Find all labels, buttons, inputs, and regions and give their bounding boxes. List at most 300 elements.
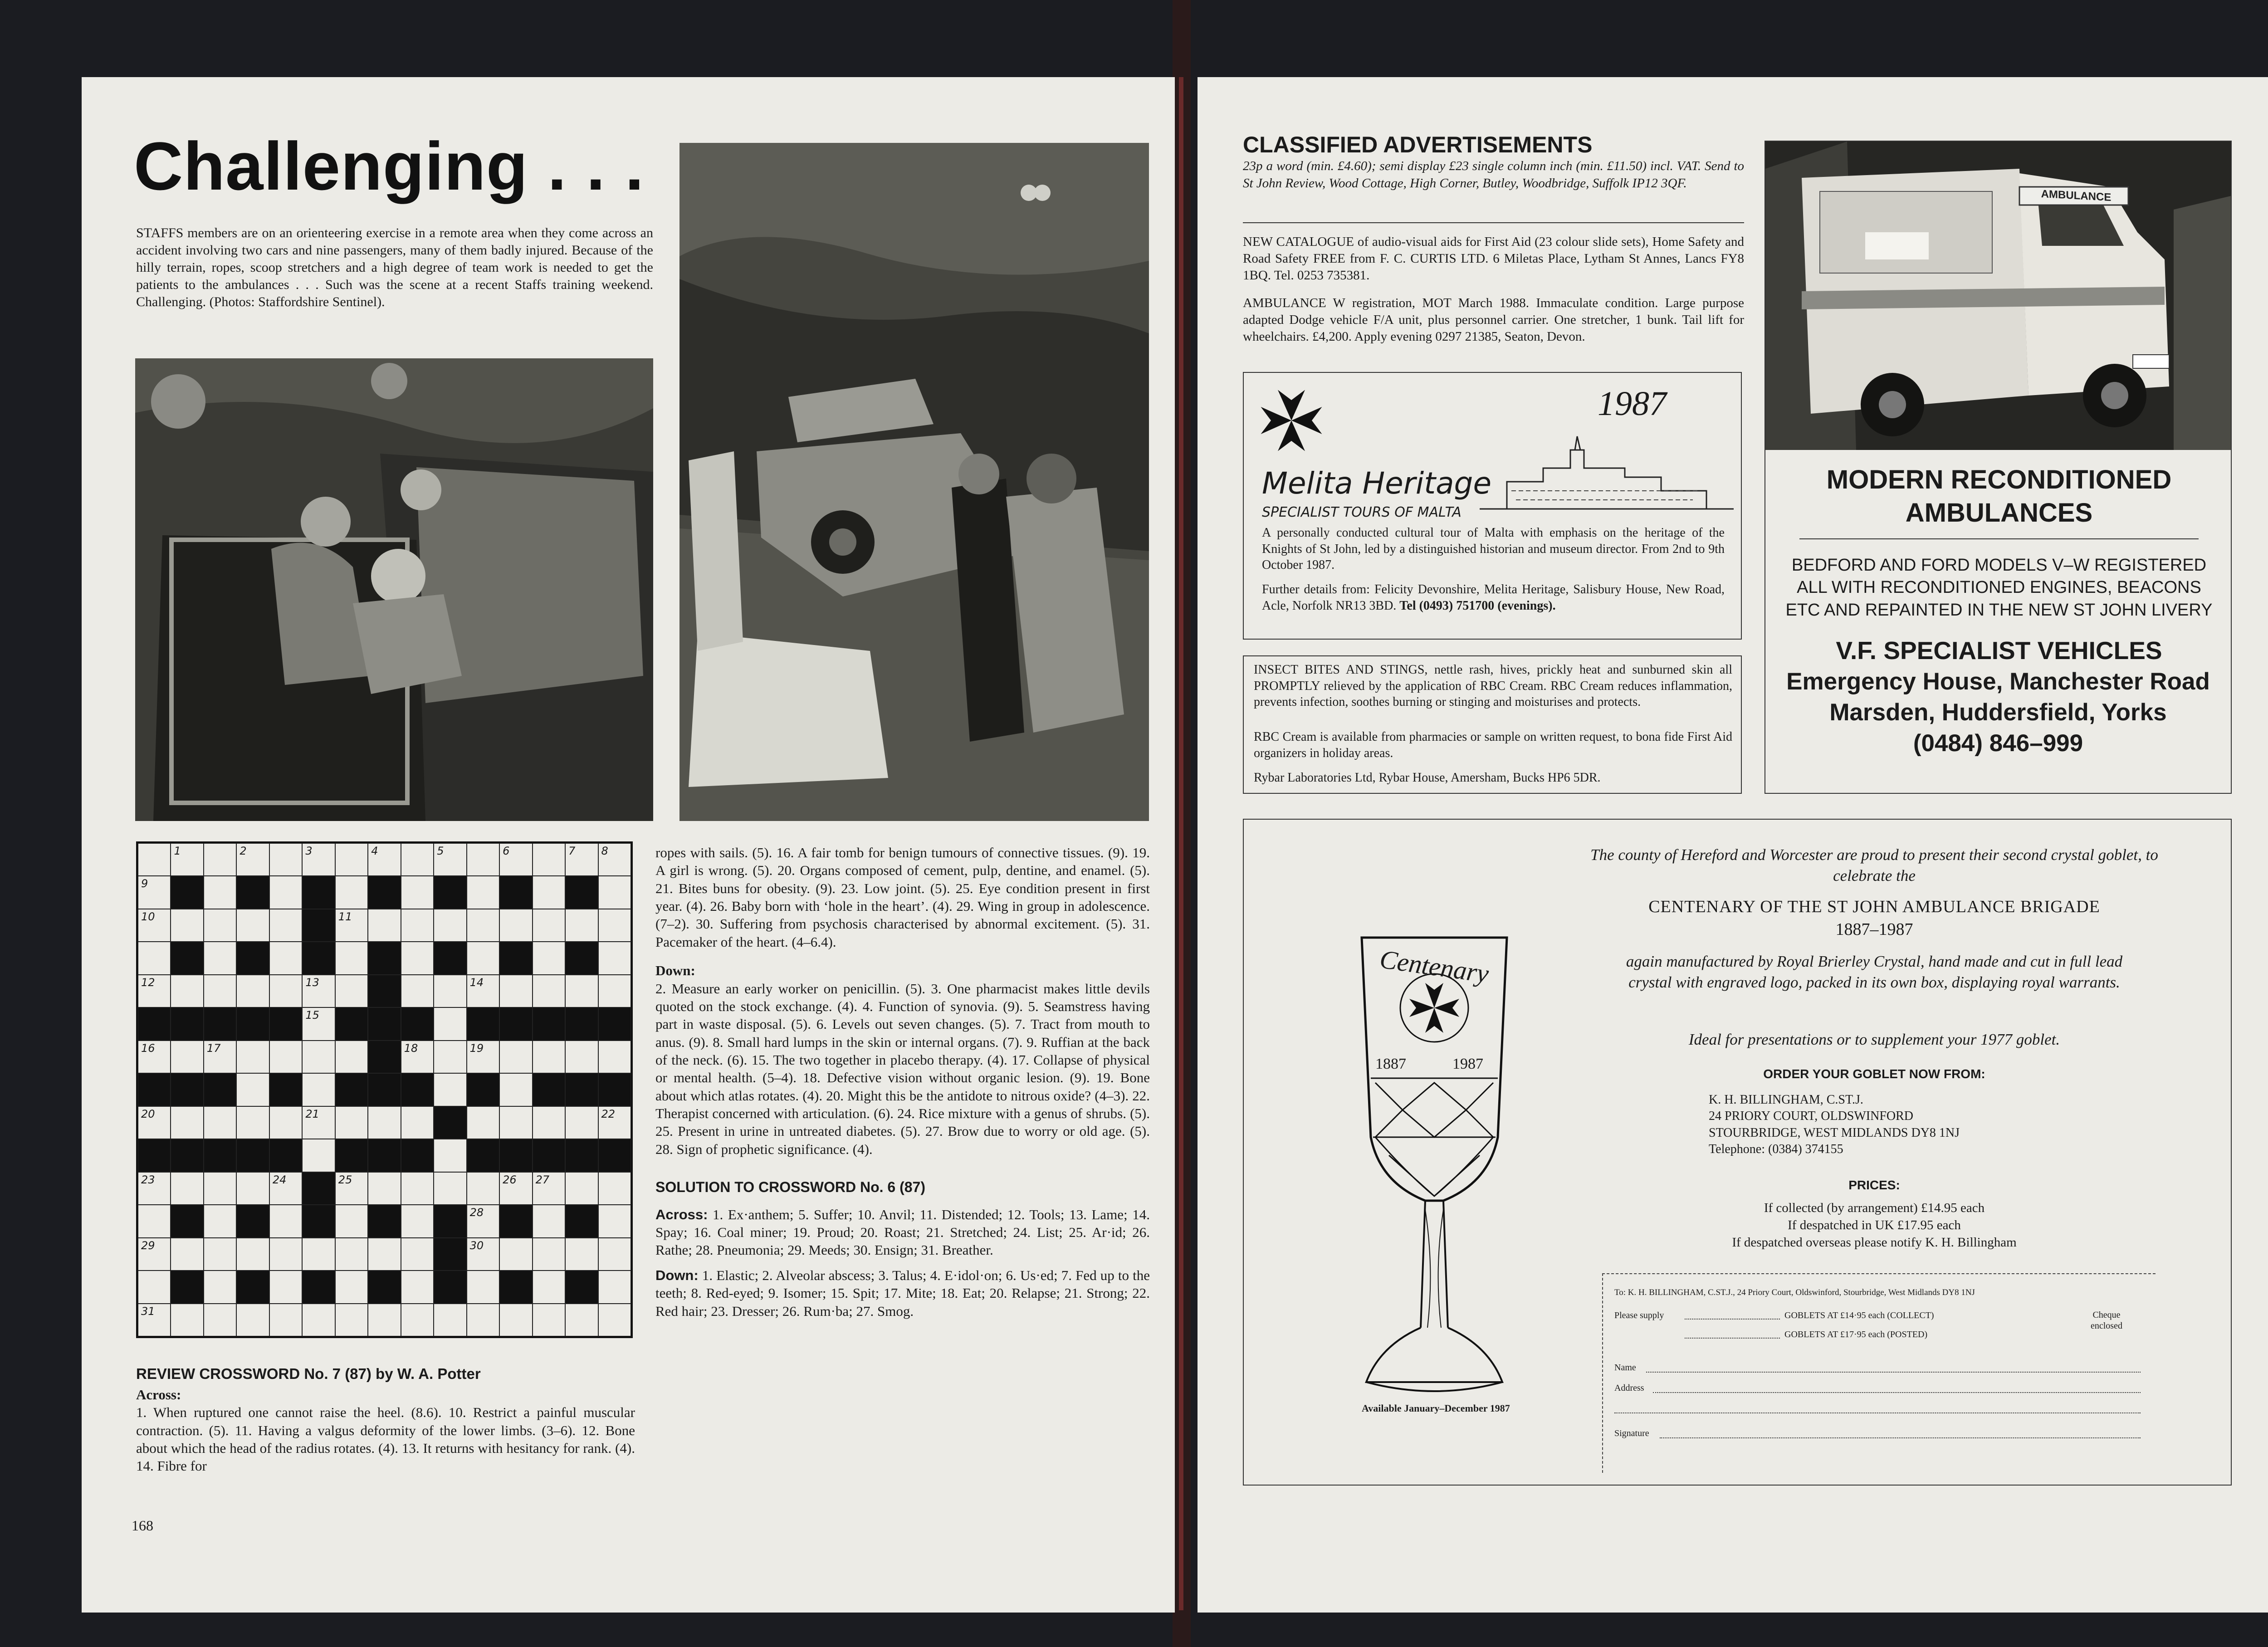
crossword-cell[interactable] [138, 975, 171, 1007]
order-form [1602, 1273, 2156, 1473]
form-name-field[interactable] [1646, 1372, 2141, 1373]
crossword-cell[interactable] [335, 1041, 368, 1073]
crossword-cell[interactable] [434, 1007, 466, 1040]
crossword-cell[interactable] [368, 1172, 401, 1205]
goblet-engraving-right: 1987 [1452, 1056, 1483, 1072]
crossword-block [302, 909, 335, 942]
crossword-cell[interactable] [401, 1172, 434, 1205]
crossword-cell[interactable] [368, 1238, 401, 1271]
crossword-block [368, 1271, 401, 1303]
crossword-cell[interactable] [204, 876, 236, 909]
crossword-cell[interactable] [434, 975, 466, 1007]
crossword-clue-number: 18 [404, 1041, 418, 1055]
crossword-cell[interactable] [565, 909, 598, 942]
crossword-cell[interactable] [269, 1041, 302, 1073]
crossword-clue-number: 1 [174, 845, 181, 857]
crossword-cell[interactable] [138, 1271, 171, 1303]
crossword-cell[interactable] [533, 1172, 565, 1205]
price-collected: If collected (by arrangement) £14.95 each [1764, 1201, 1985, 1215]
crossword-cell[interactable] [302, 843, 335, 876]
crossword-cell[interactable] [401, 1205, 434, 1237]
crossword-cell[interactable] [598, 942, 631, 974]
crossword-cell[interactable] [368, 1304, 401, 1336]
crossword-clue-number: 16 [141, 1041, 155, 1055]
goblet-centenary: CENTENARY OF THE ST JOHN AMBULANCE BRIGADE [1648, 897, 2100, 916]
crossword-cell[interactable] [499, 1041, 532, 1073]
crossword-block [565, 876, 598, 909]
castle-illustration-icon [1480, 432, 1734, 513]
crossword-cell[interactable] [269, 909, 302, 942]
crossword-cell[interactable] [533, 1238, 565, 1271]
crossword-block [368, 1139, 401, 1172]
intro-caption: STAFFS members are on an orienteering exercise in a remote area when they come across an accident involving two cars and nine passengers, many of them badly injured. Because of the hilly terrain, ropes, scoop stretchers and a high degree of team work is needed to get the patients to the ambulances . . . Such was the scene at a recent Staffs training weekend. Challenging. (Photos: Staffordshire Sentinel). [136, 225, 653, 310]
vf-address-1: Emergency House, Manchester Road [1786, 668, 2210, 695]
crossword-block [499, 876, 532, 909]
crossword-block [533, 1073, 565, 1106]
crossword-block [302, 942, 335, 974]
crossword-cell[interactable] [533, 876, 565, 909]
crossword-cell[interactable] [171, 909, 203, 942]
crossword-clue-number: 13 [305, 976, 319, 989]
crossword-cell[interactable] [434, 843, 466, 876]
crossword-cell[interactable] [335, 843, 368, 876]
crossword-cell[interactable] [467, 1205, 499, 1237]
crossword-cell[interactable] [533, 975, 565, 1007]
crossword-cell[interactable] [302, 1041, 335, 1073]
crossword-cell[interactable] [565, 1041, 598, 1073]
price-overseas: If despatched overseas please notify K. H. Billingham [1732, 1235, 2017, 1250]
goblet-intro: The county of Hereford and Worcester are proud to present their second crystal goblet, to celebrate the [1590, 846, 2158, 885]
crossword-cell[interactable] [269, 1106, 302, 1139]
crossword-cell[interactable] [204, 909, 236, 942]
crossword-cell[interactable] [499, 1238, 532, 1271]
crossword-block [368, 876, 401, 909]
crossword-block [171, 1073, 203, 1106]
crossword-block [565, 1139, 598, 1172]
crossword-cell[interactable] [467, 1106, 499, 1139]
crossword-block [236, 1205, 269, 1237]
crossword-block [368, 942, 401, 974]
crossword-cell[interactable] [335, 1172, 368, 1205]
ad-catalogue: NEW CATALOGUE of audio-visual aids for First Aid (23 colour slide sets), Home Safety and Road Safety FREE from F. C. CURTIS LTD. 6 Miletas Place, Lytham St Annes, Lancs FY8 1BQ. Tel. 0253 735381. [1243, 235, 1744, 283]
rbc-address: Rybar Laboratories Ltd, Rybar House, Amersham, Bucks HP6 5DR. [1254, 771, 1601, 785]
crossword-cell[interactable] [533, 909, 565, 942]
crossword-cell[interactable] [236, 975, 269, 1007]
crossword-block [401, 1007, 434, 1040]
crossword-cell[interactable] [368, 909, 401, 942]
crossword-block [302, 1271, 335, 1303]
crossword-cell[interactable] [467, 1041, 499, 1073]
crossword-cell[interactable] [467, 1238, 499, 1271]
crossword-block [171, 876, 203, 909]
crossword-cell[interactable] [204, 975, 236, 1007]
crossword-cell[interactable] [499, 975, 532, 1007]
crossword-cell[interactable] [138, 1041, 171, 1073]
melita-contact: Further details from: Felicity Devonshire, Melita Heritage, Salisbury House, New Road, Acle, Norfolk NR13 3BD. [1262, 582, 1725, 613]
crossword-cell[interactable] [434, 909, 466, 942]
crossword-cell[interactable] [204, 1238, 236, 1271]
crossword-cell[interactable] [598, 1304, 631, 1336]
crossword-block [434, 1238, 466, 1271]
crossword-cell[interactable] [401, 876, 434, 909]
crossword-cell[interactable] [171, 843, 203, 876]
crossword-block [138, 1139, 171, 1172]
crossword-cell[interactable] [565, 975, 598, 1007]
crossword-clue-number: 5 [437, 845, 444, 857]
left-page [82, 77, 1175, 1613]
crossword-across-clues [136, 1386, 635, 1475]
crossword-block [302, 1172, 335, 1205]
crossword-cell[interactable] [598, 876, 631, 909]
headline: Challenging . . . [134, 128, 645, 204]
crossword-block [565, 1073, 598, 1106]
crossword-cell[interactable] [401, 1238, 434, 1271]
crossword-block [368, 1007, 401, 1040]
crossword-cell[interactable] [499, 1304, 532, 1336]
solution-across: 1. Ex·anthem; 5. Suffer; 10. Anvil; 11. Distended; 12. Tools; 13. Lame; 14. Spay; 16. Coal miner; 19. Proud; 20. Roast; 21. Stretched; 24. List; 25. Ar·id; 26. Rathe; 28. Pneumonia; 29. Meeds; 30. Ensign; 31. Breather. [655, 1206, 1150, 1258]
crossword-clue-number: 21 [305, 1107, 319, 1120]
classified-title: CLASSIFIED ADVERTISEMENTS [1243, 132, 1593, 157]
crossword-block [171, 1271, 203, 1303]
crossword-block [533, 1007, 565, 1040]
crossword-block [171, 1205, 203, 1237]
maltese-cross-icon [1257, 386, 1325, 455]
form-signature-label: Signature [1614, 1428, 1649, 1438]
crossword-block [335, 1007, 368, 1040]
order-address-line-2: 24 PRIORY COURT, OLDSWINFORD [1709, 1109, 1914, 1124]
crossword-cell[interactable] [335, 909, 368, 942]
crossword-cell[interactable] [533, 1205, 565, 1237]
crossword-cell[interactable] [302, 1106, 335, 1139]
crossword-cell[interactable] [533, 1304, 565, 1336]
crossword-cell[interactable] [533, 843, 565, 876]
crossword-cell[interactable] [171, 1041, 203, 1073]
crossword-block [467, 1007, 499, 1040]
crossword-cell[interactable] [565, 1238, 598, 1271]
crossword-cell[interactable] [533, 1106, 565, 1139]
crossword-cell[interactable] [335, 975, 368, 1007]
crossword-cell[interactable] [269, 876, 302, 909]
crossword-clue-number: 17 [206, 1041, 221, 1055]
goblet-description: again manufactured by Royal Brierley Crystal, hand made and cut in full lead crystal with engraved logo, packed in its own box, displaying royal warrants. [1626, 953, 2123, 991]
form-qty-collect[interactable] [1685, 1319, 1780, 1320]
crossword-cell[interactable] [138, 1304, 171, 1336]
vf-specialist-vehicles-ad [1765, 141, 2232, 794]
crossword-cell[interactable] [302, 1238, 335, 1271]
crossword-cell[interactable] [598, 909, 631, 942]
crossword-cell[interactable] [138, 942, 171, 974]
crossword-cell[interactable] [335, 1271, 368, 1303]
crossword-cell[interactable] [598, 1205, 631, 1237]
crossword-cell[interactable] [598, 843, 631, 876]
crossword-cell[interactable] [204, 1304, 236, 1336]
crossword-cell[interactable] [138, 1205, 171, 1237]
right-page [1198, 77, 2268, 1613]
crossword-cell[interactable] [236, 1304, 269, 1336]
crossword-cell[interactable] [434, 1304, 466, 1336]
vf-address-2: Marsden, Huddersfield, Yorks [1829, 699, 2167, 726]
crossword-block [368, 1041, 401, 1073]
crossword-cell[interactable] [204, 1172, 236, 1205]
crossword-cell[interactable] [434, 1041, 466, 1073]
crossword-cell[interactable] [499, 1172, 532, 1205]
down-clues: 2. Measure an early worker on penicillin. (5). 3. One pharmacist makes little devils quoted on the stock exchange. (4). 4. Function of synovia. (9). 5. Seamstress having part in waste disposal. (5). 6. Levels out seven changes. (5). 7. Tract from mouth to anus. (9). 8. Small hard lumps in the skin or internal organs. (7). 9. Ruffian at the back of the neck. (6). 15. The two together in placebo therapy. (4). 17. Collapse of physical or mental health. (5–4). 18. Defective vision without organic lesion. (9). 19. Bone about which atlas rotates. (4). 20. Might this be the antidote to nitrous oxide? (4–3). 22. Therapist concerned with articulation. (6). 24. Rice mixture with a genus of shrubs. (5). 25. Present in urine in untreated diabetes. (5). 27. Brow due to worry or old age. (5). 28. Sign of prophetic significance. (4). [655, 980, 1150, 1157]
crossword-cell[interactable] [138, 909, 171, 942]
crossword-cell[interactable] [499, 909, 532, 942]
crossword-cell[interactable] [269, 1238, 302, 1271]
crossword-cell[interactable] [467, 876, 499, 909]
goblet-ideal: Ideal for presentations or to supplement your 1977 goblet. [1688, 1031, 2060, 1048]
form-qty-posted[interactable] [1685, 1338, 1780, 1339]
crossword-cell[interactable] [171, 1304, 203, 1336]
crossword-cell[interactable] [236, 843, 269, 876]
crossword-clue-number: 10 [141, 910, 155, 923]
solution-title: SOLUTION TO CROSSWORD No. 6 (87) [655, 1179, 925, 1196]
crossword-cell[interactable] [434, 1139, 466, 1172]
crossword-cell[interactable] [533, 1041, 565, 1073]
solution-down: 1. Elastic; 2. Alveolar abscess; 3. Talus; 4. E·idol·on; 6. Us·ed; 7. Fed up to the teeth; 8. Red-eyed; 9. Isomer; 15. Spit; 17. Mite; 18. Eat; 20. Relapse; 21. Strong; 22. Red hair; 23. Dresser; 26. Rum·ba; 27. Smog. [655, 1267, 1150, 1319]
crossword-cell[interactable] [467, 942, 499, 974]
crossword-cell[interactable] [204, 1106, 236, 1139]
crossword-cell[interactable] [401, 1271, 434, 1303]
melita-year: 1987 [1598, 385, 1667, 423]
crossword-cell[interactable] [335, 1205, 368, 1237]
goblet-available: Available January–December 1987 [1362, 1403, 1510, 1414]
crossword-clue-number: 25 [338, 1173, 352, 1186]
crossword-cell[interactable] [598, 1041, 631, 1073]
crossword-cell[interactable] [204, 1041, 236, 1073]
form-cheque-enclosed: Cheque enclosed [2091, 1310, 2122, 1331]
crossword-block [434, 942, 466, 974]
goblet-engraving-word: Centenary [1378, 944, 1491, 989]
crossword-block [269, 1073, 302, 1106]
form-to: To: K. H. BILLINGHAM, C.ST.J., 24 Priory Court, Oldswinford, Stourbridge, West Midlands DY8 1NJ [1614, 1288, 1975, 1297]
price-despatched-uk: If despatched in UK £17.95 each [1788, 1218, 1961, 1232]
crossword-cell[interactable] [401, 975, 434, 1007]
crossword-clue-number: 4 [371, 845, 378, 857]
crossword-cell[interactable] [598, 1172, 631, 1205]
crossword-cell[interactable] [401, 1106, 434, 1139]
crossword-block [401, 1073, 434, 1106]
crossword-clue-number: 29 [141, 1239, 155, 1252]
goblet-engraving-left: 1887 [1375, 1056, 1406, 1072]
crossword-cell[interactable] [302, 1073, 335, 1106]
crossword-cell[interactable] [302, 975, 335, 1007]
order-address-line-1: K. H. BILLINGHAM, C.ST.J. [1709, 1093, 1863, 1107]
crossword-block [138, 1073, 171, 1106]
crossword-cell[interactable] [138, 876, 171, 909]
crossword-block [204, 1139, 236, 1172]
crossword-block [598, 1073, 631, 1106]
crossword-clue-number: 22 [601, 1107, 616, 1120]
crossword-cell[interactable] [236, 1238, 269, 1271]
order-heading: ORDER YOUR GOBLET NOW FROM: [1763, 1067, 1985, 1081]
crossword-cell[interactable] [533, 942, 565, 974]
crossword-clue-number: 24 [272, 1173, 287, 1186]
crossword-cell[interactable] [236, 909, 269, 942]
crossword-block [598, 1007, 631, 1040]
crossword-block [335, 1139, 368, 1172]
crossword-cell[interactable] [533, 1271, 565, 1303]
vf-phone: (0484) 846–999 [1913, 730, 2083, 757]
crossword-cell[interactable] [302, 1304, 335, 1336]
crossword-cell[interactable] [204, 1271, 236, 1303]
crossword-cell[interactable] [269, 1205, 302, 1237]
crossword-cell[interactable] [467, 1271, 499, 1303]
classified-rates: 23p a word (min. £4.60); semi display £23 single column inch (min. £11.50) incl. VAT. Send to St John Review, Wood Cottage, High Corner, Butley, Woodbridge, Suffolk IP12 3QF. [1243, 159, 1744, 191]
crossword-cell[interactable] [269, 942, 302, 974]
photo-overturned-car-on-hillside [679, 143, 1149, 821]
melita-details [1262, 582, 1725, 614]
melita-tel: Tel (0493) 751700 (evenings). [1399, 598, 1556, 613]
crossword-clue-number: 11 [338, 910, 352, 923]
crossword-cell[interactable] [335, 1238, 368, 1271]
crossword-cell[interactable] [171, 1238, 203, 1271]
form-line-posted: GOBLETS AT £17·95 each (POSTED) [1784, 1329, 1928, 1339]
crossword-block [565, 1205, 598, 1237]
crossword-clue-number: 20 [141, 1107, 155, 1120]
crossword-cell[interactable] [401, 1041, 434, 1073]
crossword-block [368, 975, 401, 1007]
form-address-field[interactable] [1653, 1392, 2141, 1393]
crossword-grid[interactable] [136, 841, 633, 1338]
crossword-cell[interactable] [401, 843, 434, 876]
crossword-cell[interactable] [565, 1172, 598, 1205]
crossword-clue-number: 14 [469, 976, 484, 989]
crossword-cell[interactable] [335, 942, 368, 974]
crossword-cell[interactable] [598, 1106, 631, 1139]
crossword-cell[interactable] [467, 843, 499, 876]
crossword-cell[interactable] [335, 1304, 368, 1336]
crossword-clue-number: 8 [601, 845, 608, 857]
crossword-cell[interactable] [171, 1172, 203, 1205]
crossword-block [171, 942, 203, 974]
vf-body: BEDFORD AND FORD MODELS V–W REGISTERED ALL WITH RECONDITIONED ENGINES, BEACONS ETC AND REPAINTED IN THE NEW ST JOHN LIVERY [1785, 556, 2213, 620]
crossword-cell[interactable] [368, 843, 401, 876]
crossword-cell[interactable] [204, 843, 236, 876]
crossword-block [434, 1106, 466, 1139]
crossword-cell[interactable] [236, 1073, 269, 1106]
crossword-block [401, 1139, 434, 1172]
vf-title: MODERN RECONDITIONED AMBULANCES [1826, 465, 2172, 528]
form-signature-field[interactable] [1660, 1437, 2141, 1438]
crossword-cell[interactable] [269, 1271, 302, 1303]
vf-company: V.F. SPECIALIST VEHICLES [1836, 636, 2162, 665]
rbc-body: INSECT BITES AND STINGS, nettle rash, hives, prickly heat and sunburned skin all PROMPTLY relieved by the application of RBC Cream. RBC Cream reduces inflammation, prevents infection, soothes burning or stinging and moisturises and protects. [1254, 663, 1732, 709]
crossword-clue-number: 27 [535, 1173, 550, 1186]
form-name-label: Name [1614, 1363, 1636, 1373]
crossword-cell[interactable] [499, 1073, 532, 1106]
crossword-cell[interactable] [204, 1205, 236, 1237]
order-telephone: Telephone: (0384) 374155 [1709, 1142, 1843, 1157]
crossword-cell[interactable] [401, 909, 434, 942]
crossword-block [204, 1007, 236, 1040]
crossword-cell[interactable] [434, 1073, 466, 1106]
crossword-cell[interactable] [598, 1271, 631, 1303]
crossword-cell[interactable] [236, 1106, 269, 1139]
crossword-cell[interactable] [401, 1304, 434, 1336]
crossword-cell[interactable] [368, 1106, 401, 1139]
crossword-cell[interactable] [335, 1106, 368, 1139]
crossword-cell[interactable] [236, 1172, 269, 1205]
crossword-block [302, 876, 335, 909]
crossword-cell[interactable] [269, 843, 302, 876]
crossword-cell[interactable] [467, 909, 499, 942]
crossword-cell[interactable] [335, 876, 368, 909]
crossword-cell[interactable] [434, 1172, 466, 1205]
crystal-goblet-illustration [1353, 929, 1516, 1418]
crossword-block [565, 1007, 598, 1040]
crossword-cell[interactable] [565, 843, 598, 876]
crossword-cell[interactable] [565, 1304, 598, 1336]
crossword-clue-number: 19 [469, 1041, 484, 1055]
crossword-cell[interactable] [138, 1238, 171, 1271]
form-address-field-2[interactable] [1614, 1412, 2141, 1413]
crossword-cell[interactable] [171, 975, 203, 1007]
crossword-cell[interactable] [302, 1139, 335, 1172]
crossword-block [269, 1139, 302, 1172]
page-number: 168 [132, 1517, 153, 1534]
crossword-cell[interactable] [138, 1172, 171, 1205]
crossword-cell[interactable] [269, 975, 302, 1007]
melita-body: A personally conducted cultural tour of Malta with emphasis on the heritage of the Knights of St John, led by a distinguished historian and museum director. From 2nd to 9th October 1987. [1262, 526, 1725, 572]
crossword-cell[interactable] [269, 1172, 302, 1205]
crossword-clue-number: 26 [503, 1173, 517, 1186]
crossword-cell[interactable] [302, 1007, 335, 1040]
crossword-cell[interactable] [467, 1172, 499, 1205]
crossword-block [598, 1139, 631, 1172]
crossword-cell[interactable] [467, 975, 499, 1007]
order-address-line-3: STOURBRIDGE, WEST MIDLANDS DY8 1NJ [1709, 1125, 1960, 1140]
crossword-clue-number: 15 [305, 1009, 319, 1022]
crossword-block [204, 1073, 236, 1106]
crossword-clue-number: 31 [141, 1305, 155, 1318]
crossword-block [236, 876, 269, 909]
crossword-cell[interactable] [565, 1106, 598, 1139]
crossword-cell[interactable] [499, 843, 532, 876]
crossword-cell[interactable] [401, 942, 434, 974]
crossword-cell[interactable] [467, 1304, 499, 1336]
solution-across-label: Across: [655, 1206, 708, 1222]
crossword-block [236, 1271, 269, 1303]
magazine-spine [1173, 0, 1191, 1647]
crossword-clue-number: 6 [503, 845, 510, 857]
crossword-block [236, 1007, 269, 1040]
form-address-label: Address [1614, 1383, 1644, 1393]
crossword-cell[interactable] [269, 1304, 302, 1336]
crossword-cell[interactable] [499, 1106, 532, 1139]
crossword-cell[interactable] [138, 843, 171, 876]
crossword-clue-number: 23 [141, 1173, 155, 1186]
crossword-block [467, 1073, 499, 1106]
crossword-cell[interactable] [598, 1238, 631, 1271]
photo-reconditioned-ambulance [1765, 142, 2231, 450]
crossword-block [499, 1139, 532, 1172]
crossword-block [499, 1271, 532, 1303]
crossword-block [434, 1205, 466, 1237]
crossword-block [467, 1139, 499, 1172]
crossword-cell[interactable] [171, 1106, 203, 1139]
crossword-cell[interactable] [236, 1041, 269, 1073]
crossword-block [368, 1073, 401, 1106]
crossword-cell[interactable] [138, 1106, 171, 1139]
crossword-cell[interactable] [598, 975, 631, 1007]
crossword-block [236, 942, 269, 974]
crossword-title: REVIEW CROSSWORD No. 7 (87) by W. A. Potter [136, 1365, 481, 1382]
crossword-cell[interactable] [204, 942, 236, 974]
down-heading: Down: [655, 963, 695, 979]
crossword-block [269, 1007, 302, 1040]
